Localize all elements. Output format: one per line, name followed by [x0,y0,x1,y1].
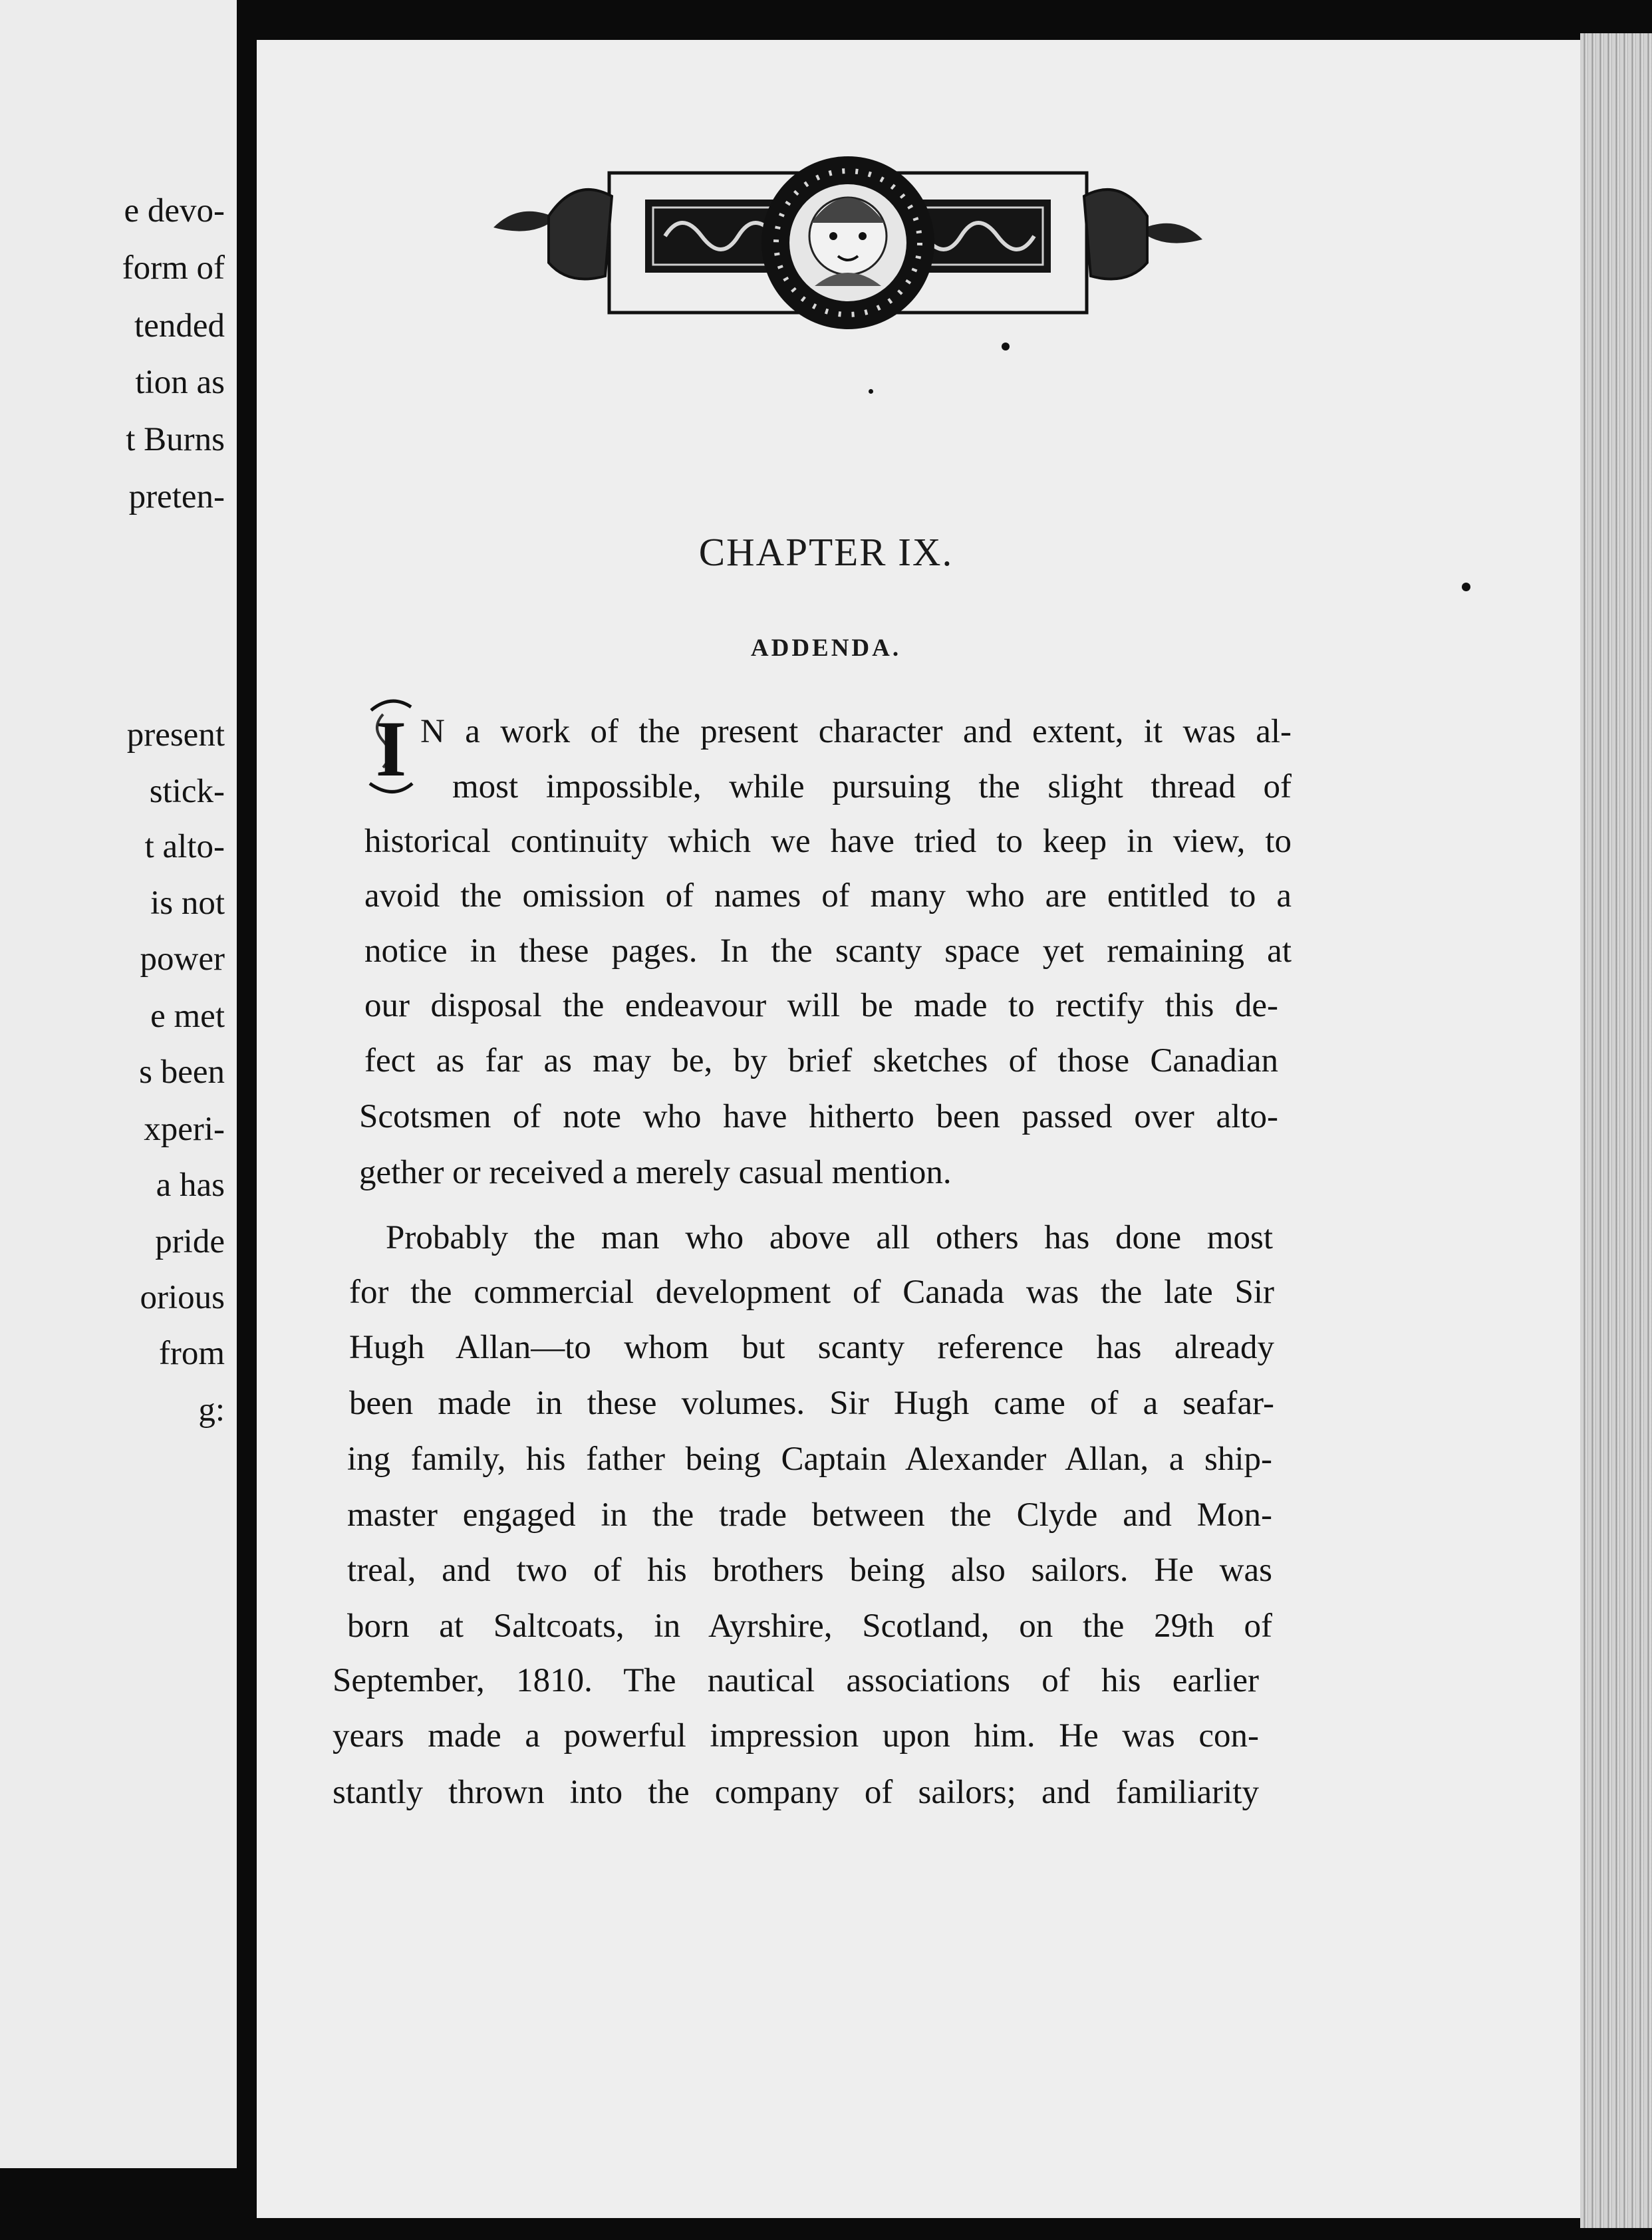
body-line: master engaged in the trade between the Clyde and Mon- [347,1496,1272,1534]
print-speck [1462,583,1470,591]
body-line: gether or received a merely casual mention. [359,1154,952,1191]
body-line: Scotsmen of note who have hitherto been passed over alto- [359,1098,1278,1135]
left-page-line: form of [122,249,225,287]
book-gutter [237,0,257,2240]
print-speck [1002,343,1010,350]
section-title: ADDENDA. [750,634,902,662]
body-line: our disposal the endeavour will be made to rectify this de- [364,987,1278,1024]
left-page-line: a has [156,1167,225,1204]
chapter-title: CHAPTER IX. [698,530,954,574]
svg-text:I: I [375,704,407,793]
body-line: notice in these pages. In the scanty space yet remaining at [364,932,1292,970]
left-page-line: xperi- [144,1111,225,1148]
left-page-line: e devo- [124,192,225,229]
print-speck [869,389,873,394]
decorated-drop-cap [364,697,418,797]
left-page-line: g: [198,1391,225,1429]
body-line: treal, and two of his brothers being also sailors. He was [347,1552,1272,1589]
left-page-line: is not [150,885,225,922]
body-line: Hugh Allan—to whom but scanty reference has already [349,1329,1274,1366]
left-page-line: stick- [149,773,225,810]
body-line: fect as far as may be, by brief sketches of those Canadian [364,1042,1278,1079]
left-page-line: pride [155,1223,225,1260]
left-page-line: orious [140,1279,225,1316]
left-page-line: preten- [128,478,225,515]
left-page-line: e met [150,998,225,1035]
left-page-line: from [158,1335,225,1372]
page-edges [1580,33,1652,2228]
body-line: born at Saltcoats, in Ayrshire, Scotland, on the 29th of [347,1608,1272,1645]
body-line: ing family, his father being Captain Alexander Allan, a ship- [347,1441,1272,1478]
left-page-line: s been [139,1053,225,1091]
chapter-headpiece-ornament [485,153,1210,346]
left-page [0,0,241,2168]
left-page-line: t Burns [126,421,225,458]
left-page-line: tion as [135,364,225,401]
left-page-line: present [126,716,225,754]
body-line: most impossible, while pursuing the slight thread of [452,768,1292,805]
left-page-line: t alto- [144,828,225,865]
body-line: September, 1810. The nautical associations of his earlier [333,1662,1259,1699]
body-line: for the commercial development of Canada was the late Sir [349,1274,1274,1311]
left-page-line: power [140,940,225,978]
body-line: N a work of the present character and extent, it was al- [420,713,1292,750]
drop-cap-flourish-icon [364,697,418,797]
body-line: avoid the omission of names of many who are entitled to a [364,877,1292,914]
left-page-line: tended [134,307,225,345]
body-line: stantly thrown into the company of sailors; and familiarity [333,1774,1259,1811]
body-line: years made a powerful impression upon him. He was con- [333,1717,1259,1754]
body-line: been made in these volumes. Sir Hugh came of a seafar- [349,1385,1274,1422]
body-line: Probably the man who above all others has done most [386,1219,1273,1256]
body-line: historical continuity which we have tried to keep in view, to [364,823,1292,860]
